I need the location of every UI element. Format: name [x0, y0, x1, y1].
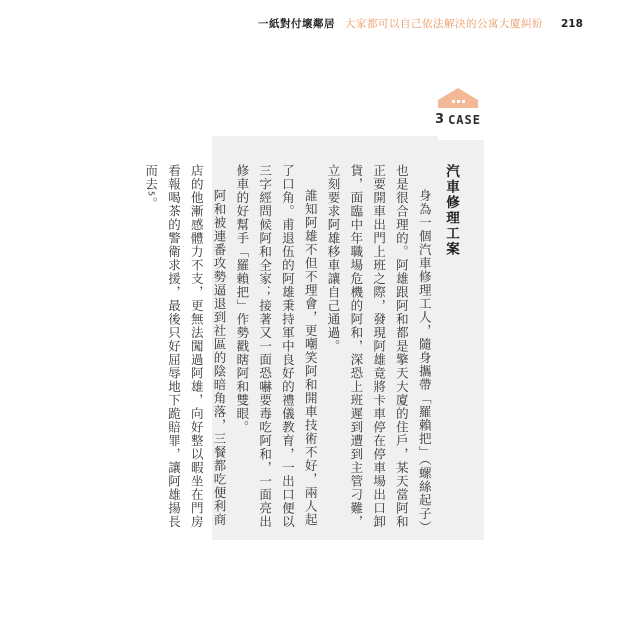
running-header [258, 16, 583, 31]
chapter-title: 大家都可以自己依法解決的公寓大廈糾紛 [345, 18, 543, 30]
paragraph: 誰知阿雄不但不理會，更嘲笑阿和開車技術不好，兩人起了口角。甫退伍的阿雄秉持軍中良好的禮儀教育，一出口便以三字經問候阿和全家；接著又一面恐嚇要毒吃阿和，一面亮出修車的好幫手「羅賴把」作勢戳瞎阿和雙眼。 [234, 164, 319, 529]
paragraph-last [139, 164, 230, 532]
vertical-body-text [139, 164, 462, 532]
book-title: 一紙對付壞鄰居 [258, 18, 335, 30]
paragraph-text: 阿和被連番攻勢逼退到社區的陰暗角落，三餐都吃便利商店的他漸感體力不支，更無法闖過阿雄，向好整以暇坐在門房看報喝茶的警衛求援，最後只好屈辱地下跪賠罪，讓阿雄揚長而去 [143, 164, 228, 529]
footnote-marker: 5 [146, 191, 156, 198]
section-title: 汽車修理工案 [443, 164, 459, 257]
case-number: 3 [435, 112, 445, 127]
end-punctuation: 。 [143, 197, 159, 211]
page-number: 218 [561, 18, 583, 30]
case-badge [430, 84, 486, 140]
case-label [430, 112, 486, 127]
case-word: CASE [448, 112, 481, 127]
paragraph: 身為一個汽車修理工人，隨身攜帶「羅賴把」（螺絲起子）也是很合理的。阿雄跟阿和都是擎天大廈的住戶，某天當阿和正要開車出門上班之際，發現阿雄竟將卡車停在停車場出口卸貨，面臨中年職場危機的阿和，深恐上班遲到遭到主管刁難，立刻要求阿雄移車讓自己通過。 [326, 164, 433, 529]
